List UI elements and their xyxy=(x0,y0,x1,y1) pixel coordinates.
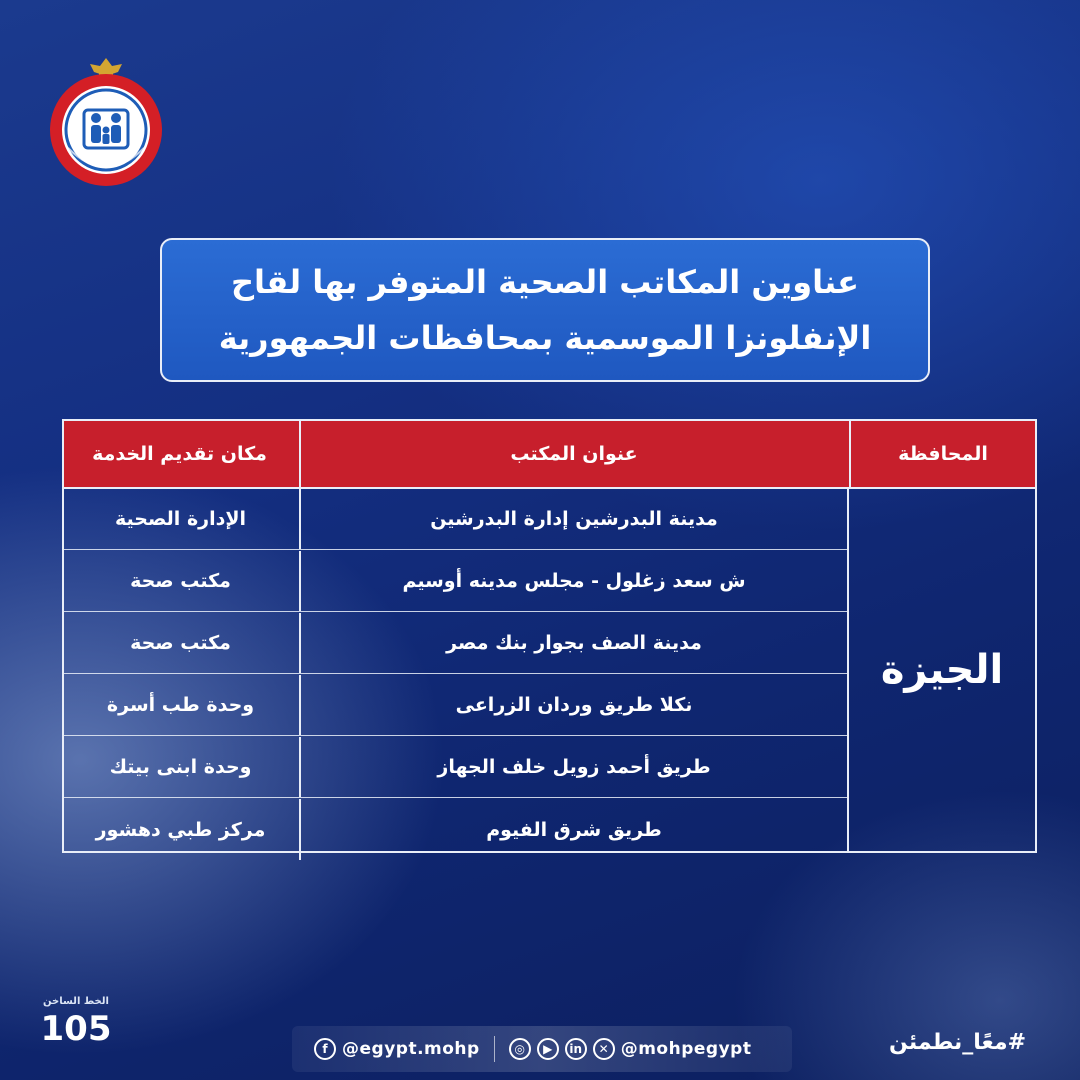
table-row xyxy=(64,551,847,612)
hashtag: #معًا_نطمئن xyxy=(889,1030,1026,1055)
address-cell: مدينة البدرشين إدارة البدرشين xyxy=(299,489,847,549)
address-cell: مدينة الصف بجوار بنك مصر xyxy=(299,613,847,673)
address-cell: ش سعد زغلول - مجلس مدينه أوسيم xyxy=(299,551,847,611)
x-icon[interactable]: ✕ xyxy=(593,1038,615,1060)
title-line-1: عناوين المكاتب الصحية المتوفر بها لقاح xyxy=(230,263,860,301)
social-divider xyxy=(494,1036,495,1062)
address-cell: طريق شرق الفيوم xyxy=(299,799,847,860)
youtube-icon[interactable]: ▶ xyxy=(537,1038,559,1060)
facebook-icon[interactable]: f xyxy=(314,1038,336,1060)
table-header xyxy=(62,419,1037,489)
table-body xyxy=(62,489,1037,853)
header-address: عنوان المكتب xyxy=(299,421,847,487)
table-row xyxy=(64,675,847,736)
social-handle[interactable]: @mohpegypt xyxy=(620,1039,752,1059)
address-cell: طريق أحمد زويل خلف الجهاز xyxy=(299,737,847,797)
instagram-icon[interactable]: ◎ xyxy=(509,1038,531,1060)
table-row xyxy=(64,799,847,860)
ministry-logo-icon xyxy=(46,58,166,186)
facebook-handle[interactable]: @egypt.mohp xyxy=(342,1039,480,1059)
title-line-2: الإنفلونزا الموسمية بمحافظات الجمهورية xyxy=(218,319,872,357)
linkedin-icon[interactable]: in xyxy=(565,1038,587,1060)
service-place-cell: مكتب صحة xyxy=(130,632,231,654)
table-row xyxy=(64,489,847,550)
social-bar xyxy=(292,1026,792,1072)
offices-table xyxy=(62,419,1037,853)
address-cell: نكلا طريق وردان الزراعى xyxy=(299,675,847,735)
service-place-cell: وحدة طب أسرة xyxy=(106,694,255,716)
table-rows xyxy=(64,489,847,851)
governorate-cell: الجيزة xyxy=(847,489,1035,851)
header-governorate: المحافظة xyxy=(849,421,1035,487)
service-place-cell: مركز طبي دهشور xyxy=(95,818,266,841)
header-service-place: مكان تقديم الخدمة xyxy=(92,443,267,465)
service-place-cell: الإدارة الصحية xyxy=(114,508,247,530)
service-place-cell: مكتب صحة xyxy=(130,570,231,592)
title-box xyxy=(160,238,930,382)
table-row xyxy=(64,737,847,798)
hotline-number: 105 xyxy=(40,1009,112,1049)
hotline-label: الخط الساخن xyxy=(43,996,109,1007)
hotline xyxy=(36,996,116,1051)
service-place-cell: وحدة ابنى بيتك xyxy=(109,756,252,778)
table-row xyxy=(64,613,847,674)
